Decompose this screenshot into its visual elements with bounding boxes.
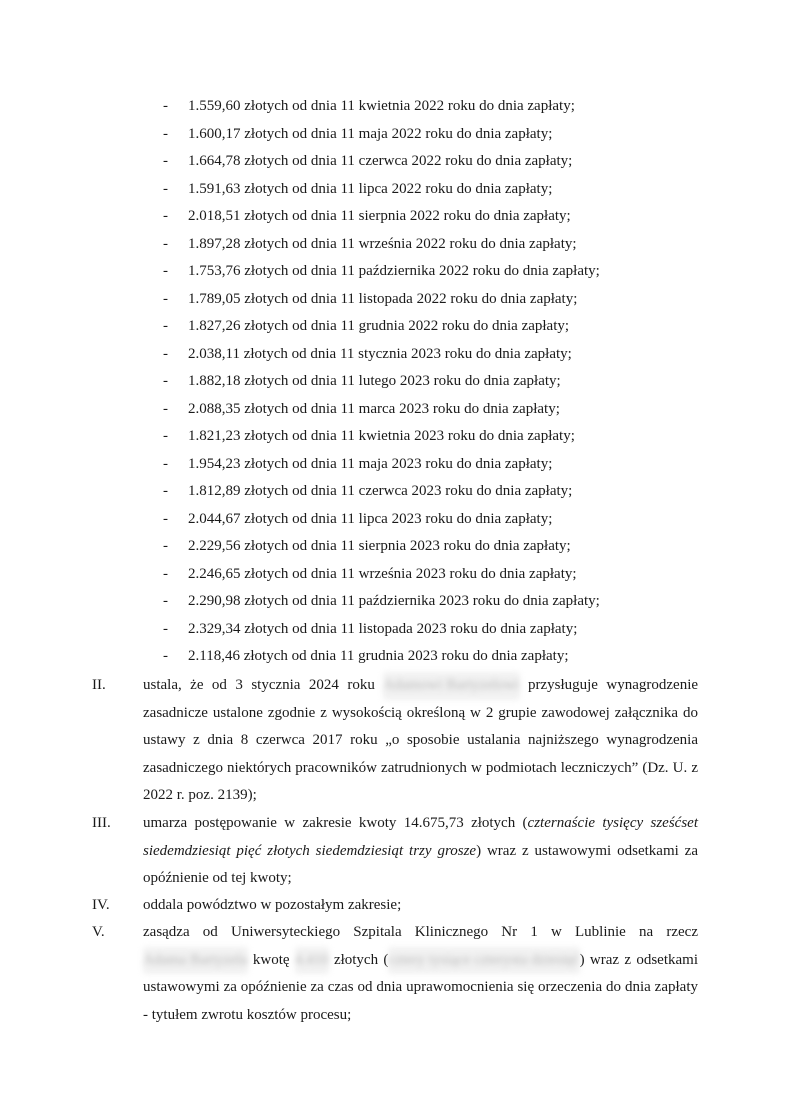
- bullet-dash: -: [163, 263, 168, 279]
- payment-text: 1.812,89 złotych od dnia 11 czerwca 2023 roku do dnia zapłaty;: [188, 483, 573, 499]
- payment-text: 2.229,56 złotych od dnia 11 sierpnia 2023 roku do dnia zapłaty;: [188, 538, 571, 554]
- bullet-dash: -: [163, 593, 168, 609]
- payment-text: 2.044,67 złotych od dnia 11 lipca 2023 roku do dnia zapłaty;: [188, 510, 553, 527]
- redacted-name: Adama Bartyzela: [143, 947, 248, 975]
- payment-date: 11 listopada 2023: [340, 620, 447, 637]
- payment-amount: 1.827,26: [188, 318, 241, 334]
- bullet-dash: -: [163, 538, 168, 554]
- payment-item: [0, 176, 791, 204]
- bullet-dash: -: [163, 510, 168, 527]
- payment-item: [0, 313, 791, 341]
- payment-date: 11 maja 2022: [340, 125, 422, 142]
- payment-amount: 2.329,34: [188, 620, 241, 637]
- payment-amount: 1.600,17: [188, 125, 241, 142]
- payment-item: [0, 148, 791, 176]
- payment-text: 1.559,60 złotych od dnia 11 kwietnia 2022 roku do dnia zapłaty;: [188, 98, 575, 114]
- payment-date: 11 stycznia 2023: [339, 345, 442, 362]
- item-number: IV.: [92, 897, 110, 913]
- payment-date: 11 lipca 2022: [340, 180, 422, 197]
- payment-item: [0, 341, 791, 369]
- payment-amount: 2.246,65: [188, 565, 241, 582]
- payment-item: [0, 506, 791, 534]
- payment-date: 11 kwietnia 2023: [340, 428, 445, 444]
- payment-text: 1.789,05 złotych od dnia 11 listopada 2022 roku do dnia zapłaty;: [188, 290, 578, 307]
- payment-item: [0, 286, 791, 314]
- payment-date: 11 sierpnia 2023: [340, 538, 440, 554]
- item-number: III.: [92, 815, 111, 831]
- redacted-amount: 4.410: [295, 947, 329, 975]
- payment-amount: 2.088,35: [188, 400, 241, 417]
- item-text: oddala powództwo w pozostałym zakresie;: [143, 897, 402, 913]
- bullet-dash: -: [163, 180, 168, 197]
- payment-item: [0, 258, 791, 286]
- amount-in-words: czternaście tysięcy sześćset siedemdziesiąt pięć złotych siedemdziesiąt trzy grosze: [143, 815, 698, 859]
- payment-date: 11 czerwca 2022: [340, 153, 442, 169]
- payment-date: 11 września 2022: [340, 235, 446, 252]
- bullet-dash: -: [163, 98, 168, 114]
- bullet-dash: -: [163, 483, 168, 499]
- payment-item: [0, 533, 791, 561]
- redacted-amount-words: cztery tysiące czterysta dziesięć: [388, 947, 579, 975]
- payment-date: 11 czerwca 2023: [340, 483, 442, 499]
- payment-text: 1.827,26 złotych od dnia 11 grudnia 2022 roku do dnia zapłaty;: [188, 318, 570, 334]
- payment-item: [0, 643, 791, 671]
- payment-text: 2.329,34 złotych od dnia 11 listopada 2023 roku do dnia zapłaty;: [188, 620, 578, 637]
- payment-date: 11 lipca 2023: [340, 510, 422, 527]
- payment-date: 11 grudnia 2023: [339, 648, 438, 664]
- payment-date: 11 kwietnia 2022: [340, 98, 445, 114]
- payment-amount: 2.044,67: [188, 510, 241, 527]
- payment-text: 1.882,18 złotych od dnia 11 lutego 2023 roku do dnia zapłaty;: [188, 373, 561, 389]
- bullet-dash: -: [163, 208, 168, 224]
- payment-text: 2.118,46 złotych od dnia 11 grudnia 2023 roku do dnia zapłaty;: [188, 648, 569, 664]
- payment-amount: 1.821,23: [188, 428, 241, 444]
- payment-list: [0, 93, 791, 671]
- payment-amount: 1.591,63: [188, 180, 241, 197]
- payment-item: [0, 396, 791, 424]
- bullet-dash: -: [163, 455, 168, 472]
- payment-amount: 2.018,51: [188, 208, 241, 224]
- item-text: ustala, że od 3 stycznia 2024 roku Adamowi Bartyzelowi przysługuje wynagrodzenie zasadnicze ustalone zgodnie z wysokością określoną w 2 grupie zawodowej załącznika do ustawy z dnia 8 czerwca 2017 roku „o sposobie ustalania najniższego wynagrodzenia zasadniczego niektórych pracowników zatrudnionych w podmiotach leczniczych” (Dz. U. z 2022 r. poz. 2139);: [143, 672, 698, 810]
- payment-amount: 2.290,98: [188, 593, 241, 609]
- payment-date: 11 maja 2023: [340, 455, 422, 472]
- payment-date: 11 marca 2023: [340, 400, 430, 417]
- payment-date: 11 października 2023: [340, 593, 470, 609]
- bullet-dash: -: [163, 235, 168, 252]
- bullet-dash: -: [163, 153, 168, 169]
- payment-amount: 2.038,11: [188, 345, 240, 362]
- item-number: V.: [92, 924, 105, 940]
- payment-item: [0, 478, 791, 506]
- payment-amount: 1.559,60: [188, 98, 241, 114]
- redacted-name: Adamowi Bartyzelowi: [383, 672, 519, 700]
- bullet-dash: -: [163, 125, 168, 142]
- payment-amount: 1.789,05: [188, 290, 241, 307]
- payment-amount: 1.882,18: [188, 373, 241, 389]
- payment-item: [0, 588, 791, 616]
- payment-item: [0, 451, 791, 479]
- payment-text: 1.821,23 złotych od dnia 11 kwietnia 2023 roku do dnia zapłaty;: [188, 428, 575, 444]
- payment-item: [0, 561, 791, 589]
- payment-text: 2.246,65 złotych od dnia 11 września 2023 roku do dnia zapłaty;: [188, 565, 577, 582]
- payment-amount: 1.897,28: [188, 235, 241, 252]
- payment-amount: 1.664,78: [188, 153, 241, 169]
- payment-item: [0, 616, 791, 644]
- payment-text: 1.600,17 złotych od dnia 11 maja 2022 roku do dnia zapłaty;: [188, 125, 553, 142]
- bullet-dash: -: [163, 648, 168, 664]
- bullet-dash: -: [163, 345, 168, 362]
- payment-item: [0, 231, 791, 259]
- bullet-dash: -: [163, 373, 168, 389]
- payment-text: 2.290,98 złotych od dnia 11 października 2023 roku do dnia zapłaty;: [188, 593, 600, 609]
- bullet-dash: -: [163, 428, 168, 444]
- payment-item: [0, 121, 791, 149]
- item-text: umarza postępowanie w zakresie kwoty 14.675,73 złotych (czternaście tysięcy sześćset siedemdziesiąt pięć złotych siedemdziesiąt trzy grosze) wraz z ustawowymi odsetkami za opóźnienie od tej kwoty;: [143, 815, 698, 886]
- payment-item: [0, 368, 791, 396]
- payment-text: 1.591,63 złotych od dnia 11 lipca 2022 roku do dnia zapłaty;: [188, 180, 553, 197]
- payment-date: 11 października 2022: [340, 263, 470, 279]
- payment-item: [0, 203, 791, 231]
- payment-date: 11 listopada 2022: [340, 290, 447, 307]
- bullet-dash: -: [163, 620, 168, 637]
- payment-item: [0, 423, 791, 451]
- payment-amount: 1.753,76: [188, 263, 241, 279]
- payment-date: 11 lutego 2023: [340, 373, 430, 389]
- payment-date: 11 sierpnia 2022: [340, 208, 440, 224]
- bullet-dash: -: [163, 565, 168, 582]
- payment-text: 2.088,35 złotych od dnia 11 marca 2023 roku do dnia zapłaty;: [188, 400, 560, 417]
- payment-amount: 2.229,56: [188, 538, 241, 554]
- payment-text: 2.018,51 złotych od dnia 11 sierpnia 2022 roku do dnia zapłaty;: [188, 208, 571, 224]
- payment-amount: 1.812,89: [188, 483, 241, 499]
- payment-text: 1.664,78 złotych od dnia 11 czerwca 2022 roku do dnia zapłaty;: [188, 153, 573, 169]
- payment-date: 11 września 2023: [340, 565, 446, 582]
- payment-text: 1.954,23 złotych od dnia 11 maja 2023 roku do dnia zapłaty;: [188, 455, 553, 472]
- payment-text: 1.897,28 złotych od dnia 11 września 2022 roku do dnia zapłaty;: [188, 235, 577, 252]
- payment-amount: 2.118,46: [188, 648, 240, 664]
- item-number: II.: [92, 677, 106, 693]
- item-text: zasądza od Uniwersyteckiego Szpitala Klinicznego Nr 1 w Lublinie na rzecz Adama Bartyzela kwotę 4.410 złotych (cztery tysiące czterysta dziesięć) wraz z odsetkami ustawowymi za opóźnienie za czas od dnia uprawomocnienia się orzeczenia do dnia zapłaty - tytułem zwrotu kosztów procesu;: [143, 924, 698, 1023]
- payment-date: 11 grudnia 2022: [340, 318, 439, 334]
- payment-text: 2.038,11 złotych od dnia 11 stycznia 2023 roku do dnia zapłaty;: [188, 345, 572, 362]
- payment-amount: 1.954,23: [188, 455, 241, 472]
- payment-text: 1.753,76 złotych od dnia 11 października 2022 roku do dnia zapłaty;: [188, 263, 600, 279]
- bullet-dash: -: [163, 290, 168, 307]
- payment-item: [0, 93, 791, 121]
- bullet-dash: -: [163, 400, 168, 417]
- bullet-dash: -: [163, 318, 168, 334]
